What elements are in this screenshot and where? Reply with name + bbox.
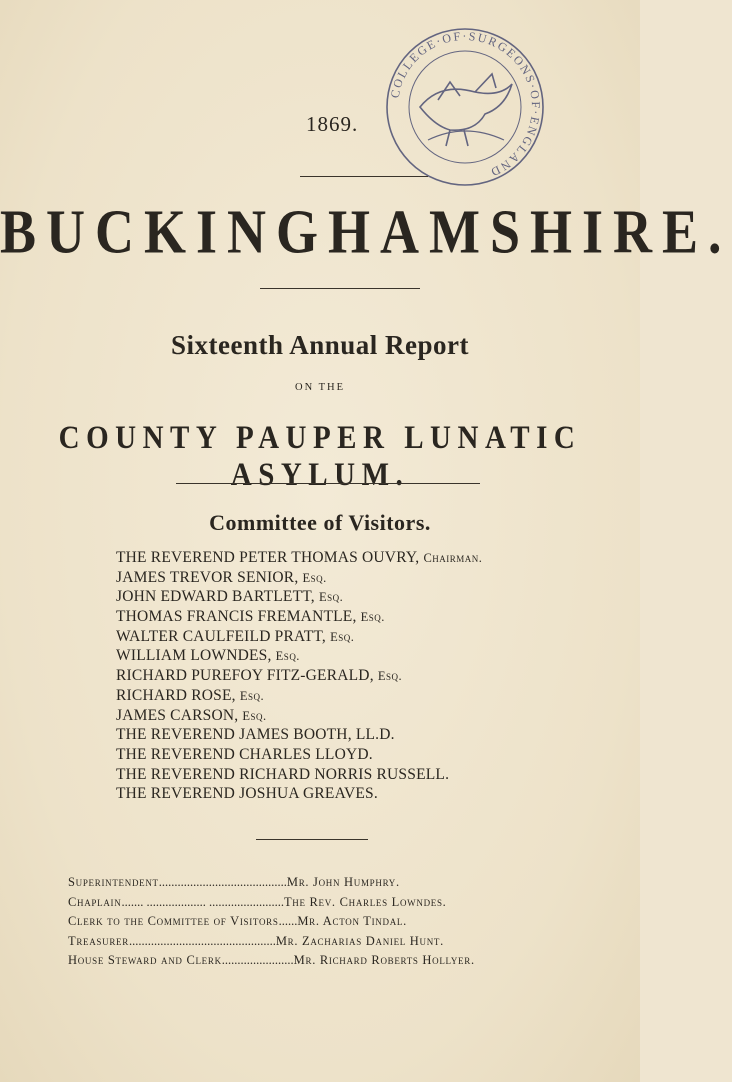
visitor-entry [116, 745, 482, 765]
visitor-entry [116, 587, 482, 607]
visitor-name: RICHARD ROSE, [116, 686, 236, 704]
visitor-suffix: Chairman. [423, 551, 483, 565]
report-year: 1869. [306, 112, 359, 136]
officers-list [68, 873, 578, 971]
officer-name: Mr. Zacharias Daniel Hunt. [275, 933, 444, 948]
visitor-entry [116, 646, 482, 666]
divider [260, 288, 420, 289]
library-stamp-icon [380, 22, 550, 192]
leader-dots: ...... [278, 914, 298, 929]
committee-heading: Committee of Visitors. [209, 510, 431, 535]
report-subtitle: ON THE [294, 382, 345, 393]
officer-name: Mr. Richard Roberts Hollyer. [293, 953, 475, 968]
leader-dots: ......................................... [158, 875, 287, 889]
visitors-list [116, 548, 482, 804]
divider [256, 839, 368, 840]
officer-role: House Steward and Clerk [68, 953, 222, 968]
visitor-suffix: Esq. [360, 610, 385, 625]
county-title: BUCKINGHAMSHIRE. [0, 197, 732, 267]
visitor-entry [116, 666, 482, 686]
svg-text:COLLEGE·OF·SURGEONS·OF·ENGLAND [388, 29, 544, 180]
officer-row [68, 893, 578, 913]
visitor-suffix: Esq. [318, 590, 344, 605]
officer-role: Treasurer [68, 933, 129, 948]
visitor-name: THE REVEREND RICHARD NORRIS RUSSELL. [116, 765, 450, 783]
visitor-suffix: Esq. [302, 570, 327, 585]
visitor-entry [116, 627, 482, 647]
visitor-name: THE REVEREND PETER THOMAS OUVRY, [116, 549, 420, 566]
stamp-text: COLLEGE·OF·SURGEONS·OF·ENGLAND [387, 28, 544, 180]
visitor-suffix: Esq. [242, 708, 267, 723]
visitor-suffix: Esq. [330, 629, 355, 644]
visitor-entry [116, 548, 482, 568]
divider [300, 176, 428, 177]
leader-dots: ....................... [221, 953, 294, 968]
visitor-entry [116, 765, 482, 785]
officer-row [68, 873, 578, 893]
leader-dots: ............................................... [128, 933, 276, 948]
visitor-name: JAMES TREVOR SENIOR, [116, 568, 299, 586]
visitor-entry [116, 607, 482, 627]
visitor-name: RICHARD PUREFOY FITZ-GERALD, [116, 667, 374, 685]
visitor-name: JAMES CARSON, [116, 706, 239, 724]
visitor-entry [116, 706, 482, 726]
visitor-suffix: Esq. [275, 649, 300, 664]
visitor-name: WALTER CAULFEILD PRATT, [116, 627, 326, 645]
visitor-name: THOMAS FRANCIS FREMANTLE, [116, 608, 357, 626]
officer-row [68, 951, 578, 971]
asylum-title: COUNTY PAUPER LUNATIC ASYLUM. [58, 420, 582, 493]
visitor-entry [116, 568, 482, 588]
visitor-name: JOHN EDWARD BARTLETT, [116, 588, 315, 606]
officer-role: Chaplain [68, 894, 122, 909]
officer-role: Superintendent [68, 875, 159, 889]
visitor-name: WILLIAM LOWNDES, [116, 647, 272, 665]
visitor-name: THE REVEREND CHARLES LLOYD. [116, 745, 373, 763]
officer-row [68, 912, 578, 932]
officer-name: Mr. Acton Tindal. [297, 914, 407, 929]
visitor-entry [116, 725, 482, 745]
visitor-name: THE REVEREND JOSHUA GREAVES. [116, 785, 378, 803]
officer-name: Mr. John Humphry. [286, 875, 400, 889]
divider [176, 483, 480, 484]
visitor-suffix: Esq. [239, 688, 265, 703]
leader-dots: ....... ................... ........................ [121, 894, 284, 909]
visitor-entry [116, 784, 482, 804]
officer-name: The Rev. Charles Lowndes. [283, 894, 447, 909]
visitor-suffix: Esq. [377, 669, 403, 684]
officer-row [68, 932, 578, 952]
officer-role: Clerk to the Committee of Visitors [68, 914, 279, 929]
visitor-name: THE REVEREND JAMES BOOTH, LL.D. [116, 726, 395, 744]
report-title: Sixteenth Annual Report [170, 330, 470, 360]
visitor-entry [116, 686, 482, 706]
